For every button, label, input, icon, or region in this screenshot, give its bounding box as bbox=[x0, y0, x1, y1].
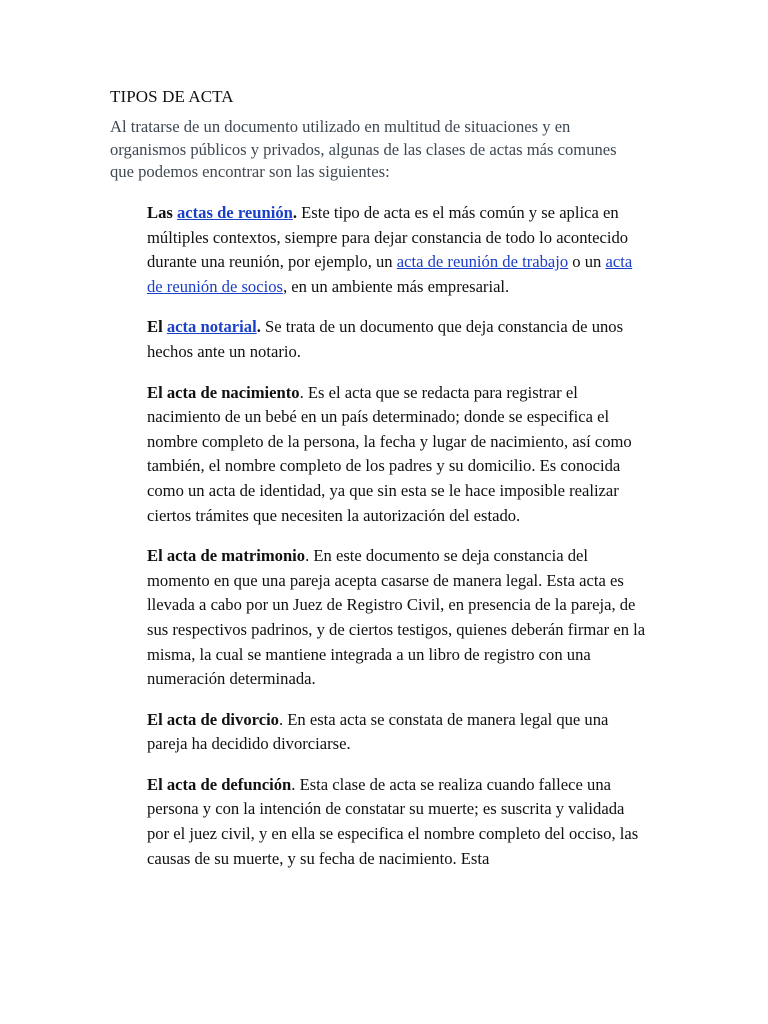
entry-acta-de-defuncion bbox=[147, 773, 647, 871]
actas-de-reunion-link[interactable]: actas de reunión bbox=[176, 203, 293, 222]
entry-notarial-text: Se trata de un documento que deja constancia de unos hechos ante un notario. bbox=[147, 317, 624, 361]
entry-notarial-dot: . bbox=[256, 317, 261, 337]
document-title: TIPOS DE ACTA bbox=[110, 87, 234, 106]
entry-acta-de-matrimonio bbox=[147, 544, 647, 692]
entry-reunion-lead: Las bbox=[147, 203, 177, 222]
entry-acta-de-nacimiento bbox=[147, 381, 647, 529]
entry-divorcio-heading: El acta de divorcio bbox=[147, 709, 279, 729]
entry-divorcio-text: . En esta acta se constata de manera legal que una pareja ha decidido divorciarse. bbox=[147, 709, 609, 754]
entry-acta-de-divorcio bbox=[147, 708, 647, 757]
acta-de-reunion-de-socios-link[interactable]: acta de reunión de socios bbox=[147, 252, 633, 296]
entry-defuncion-text: . Esta clase de acta se realiza cuando fallece una persona y con la intención de constatar su muerte; es suscrita y validada por el juez civil, y en ella se especifica el nombre completo del occiso, las causas de su muerte, y su fecha de nacimiento. Esta bbox=[147, 774, 639, 868]
entry-notarial-lead: El bbox=[147, 317, 167, 337]
entry-nacimiento-text: . Es el acta que se redacta para registrar el nacimiento de un bebé en un país determinado; donde se especifica el nombre completo de la persona, la fecha y lugar de nacimiento, así como también, el nombre completo de los padres y su domicilio. Es conocida como un acta de identidad, ya que sin esta se le hace imposible realizar ciertos trámites que necesiten la autorización del estado. bbox=[147, 382, 632, 525]
acta-de-reunion-de-trabajo-link[interactable]: acta de reunión de trabajo bbox=[396, 252, 569, 272]
entry-reunion-text-2: o un bbox=[568, 252, 606, 272]
intro-paragraph: Al tratarse de un documento utilizado en multitud de situaciones y en organismos públicos y privados, algunas de las clases de actas más comunes que podemos encontrar son las siguientes: bbox=[110, 117, 617, 181]
entry-reunion-heading bbox=[147, 203, 297, 222]
entry-defuncion-heading: El acta de defunción bbox=[147, 774, 292, 794]
entry-matrimonio-heading: El acta de matrimonio bbox=[147, 546, 306, 566]
entry-notarial-heading bbox=[147, 317, 261, 336]
entry-reunion-text-3: , en un ambiente más empresarial. bbox=[282, 276, 510, 296]
entry-matrimonio-text: . En este documento se deja constancia del momento en que una pareja acepta casarse de manera legal. Esta acta es llevada a cabo por un Juez de Registro Civil, en presencia de la pareja, de sus respectivos padrinos, y de ciertos testigos, quienes deberán firmar en la misma, la cual se mantiene integrada a un libro de registro con una numeración determinada. bbox=[147, 546, 646, 689]
entry-reunion-dot: . bbox=[292, 203, 297, 222]
acta-types-list bbox=[147, 201, 647, 887]
entry-acta-notarial bbox=[147, 315, 647, 364]
entry-actas-de-reunion bbox=[147, 201, 647, 299]
acta-notarial-link[interactable]: acta notarial bbox=[166, 317, 257, 337]
entry-reunion-text-1: Este tipo de acta es el más común y se aplica en múltiples contextos, siempre para dejar constancia de todo lo acontecido durante una reunión, por ejemplo, un bbox=[147, 203, 629, 272]
entry-nacimiento-heading: El acta de nacimiento bbox=[147, 382, 300, 402]
